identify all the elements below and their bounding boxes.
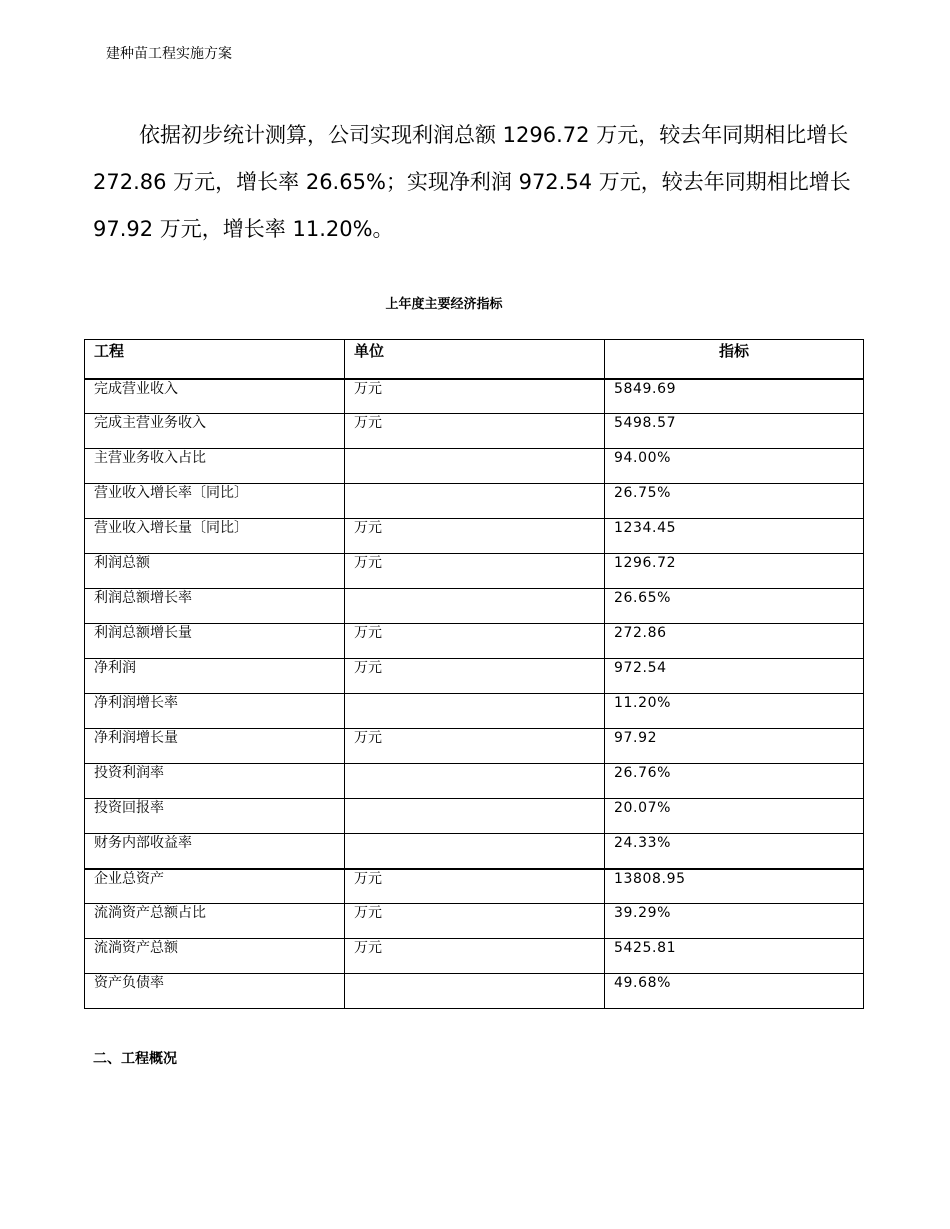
table-header-row <box>85 340 864 379</box>
cell-item: 资产负债率 <box>85 974 345 1009</box>
cell-value: 94.00% <box>605 449 864 484</box>
cell-item: 企业总资产 <box>85 869 345 904</box>
cell-unit: 万元 <box>345 869 605 904</box>
cell-value: 11.20% <box>605 694 864 729</box>
cell-unit: 万元 <box>345 554 605 589</box>
cell-value: 1296.72 <box>605 554 864 589</box>
cell-unit: 万元 <box>345 624 605 659</box>
table-row <box>85 869 864 904</box>
cell-unit <box>345 974 605 1009</box>
cell-value: 13808.95 <box>605 869 864 904</box>
cell-value: 26.76% <box>605 764 864 799</box>
cell-value: 20.07% <box>605 799 864 834</box>
cell-item: 营业收入增长率〔同比〕 <box>85 484 345 519</box>
cell-value: 5425.81 <box>605 939 864 974</box>
table-body <box>85 379 864 1009</box>
table-row <box>85 799 864 834</box>
cell-unit <box>345 484 605 519</box>
table-row <box>85 974 864 1009</box>
document-header-title: 建种苗工程实施方案 <box>106 46 232 62</box>
cell-item: 投资利润率 <box>85 764 345 799</box>
table-row <box>85 694 864 729</box>
cell-item: 流淌资产总额 <box>85 939 345 974</box>
cell-value: 26.75% <box>605 484 864 519</box>
cell-item: 净利润增长量 <box>85 729 345 764</box>
column-header-unit: 单位 <box>345 340 605 379</box>
table-row <box>85 939 864 974</box>
cell-value: 272.86 <box>605 624 864 659</box>
cell-unit <box>345 694 605 729</box>
table-row <box>85 449 864 484</box>
table-row <box>85 904 864 939</box>
cell-item: 利润总额增长率 <box>85 589 345 624</box>
cell-item: 利润总额 <box>85 554 345 589</box>
cell-value: 5498.57 <box>605 414 864 449</box>
cell-item: 完成营业收入 <box>85 379 345 414</box>
cell-item: 财务内部收益率 <box>85 834 345 869</box>
table-row <box>85 659 864 694</box>
table-row <box>85 834 864 869</box>
cell-item: 流淌资产总额占比 <box>85 904 345 939</box>
cell-unit: 万元 <box>345 729 605 764</box>
column-header-item: 工程 <box>85 340 345 379</box>
table-row <box>85 729 864 764</box>
table-row <box>85 484 864 519</box>
cell-unit <box>345 449 605 484</box>
table-row <box>85 764 864 799</box>
cell-unit: 万元 <box>345 414 605 449</box>
cell-value: 39.29% <box>605 904 864 939</box>
table-row <box>85 414 864 449</box>
summary-paragraph: 依据初步统计测算，公司实现利润总额 1296.72 万元，较去年同期相比增长 272.86 万元，增长率 26.65%；实现净利润 972.54 万元，较去年同期相比增长 97.92 万元，增长率 11.20%。 <box>93 123 851 241</box>
table-row <box>85 519 864 554</box>
cell-value: 5849.69 <box>605 379 864 414</box>
economic-indicators-table <box>84 339 864 1009</box>
cell-item: 利润总额增长量 <box>85 624 345 659</box>
cell-item: 投资回报率 <box>85 799 345 834</box>
cell-unit: 万元 <box>345 904 605 939</box>
table-row <box>85 589 864 624</box>
cell-value: 49.68% <box>605 974 864 1009</box>
cell-unit <box>345 764 605 799</box>
cell-item: 净利润增长率 <box>85 694 345 729</box>
cell-value: 97.92 <box>605 729 864 764</box>
cell-value: 24.33% <box>605 834 864 869</box>
cell-unit <box>345 589 605 624</box>
cell-item: 净利润 <box>85 659 345 694</box>
cell-item: 完成主营业务收入 <box>85 414 345 449</box>
cell-unit: 万元 <box>345 939 605 974</box>
table-row <box>85 554 864 589</box>
cell-unit: 万元 <box>345 659 605 694</box>
section-heading: 二、工程概况 <box>93 1051 177 1067</box>
column-header-value: 指标 <box>605 340 864 379</box>
cell-value: 26.65% <box>605 589 864 624</box>
cell-value: 1234.45 <box>605 519 864 554</box>
cell-item: 营业收入增长量〔同比〕 <box>85 519 345 554</box>
cell-unit <box>345 799 605 834</box>
cell-unit: 万元 <box>345 519 605 554</box>
table-row <box>85 624 864 659</box>
cell-unit: 万元 <box>345 379 605 414</box>
cell-item: 主营业务收入占比 <box>85 449 345 484</box>
cell-value: 972.54 <box>605 659 864 694</box>
table-title: 上年度主要经济指标 <box>385 297 503 312</box>
cell-unit <box>345 834 605 869</box>
table-row <box>85 379 864 414</box>
